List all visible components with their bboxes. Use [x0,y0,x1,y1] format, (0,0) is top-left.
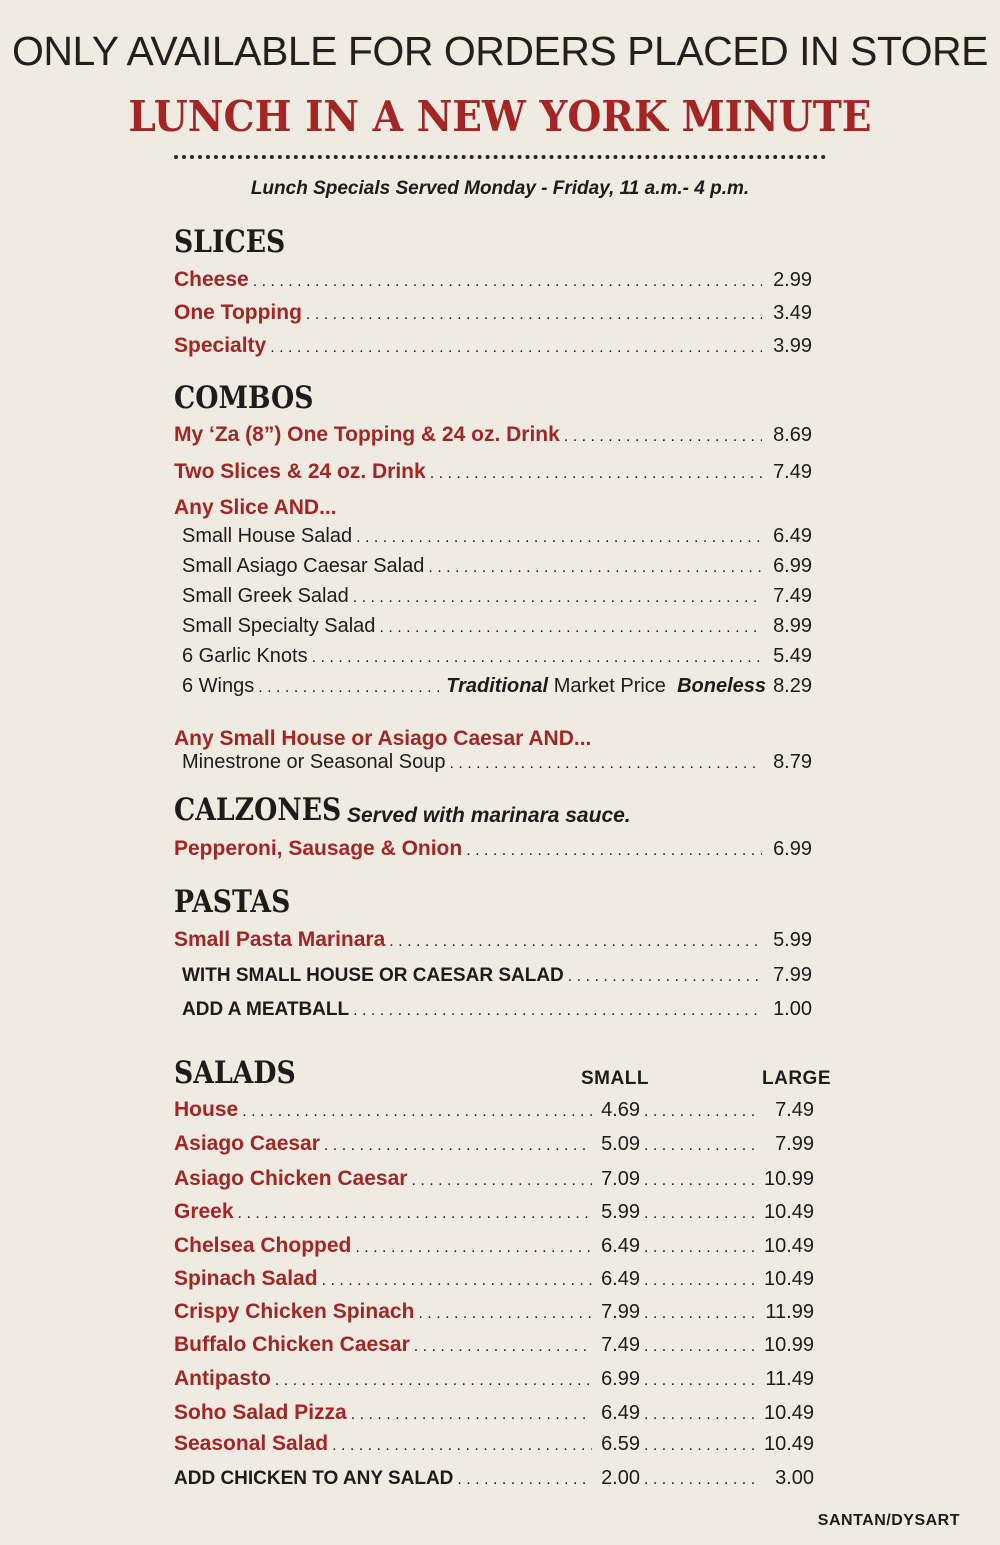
salad-name: Crispy Chicken Spinach [174,1300,415,1323]
salad-row [174,1333,814,1363]
leader-dots [466,842,762,860]
leader-dots [324,1137,592,1155]
item-name: Small House Salad [182,525,353,547]
leader-dots [258,679,442,697]
item-name: Small Asiago Caesar Salad [182,555,425,577]
item-name: Specialty [174,334,267,357]
large-price: 10.49 [764,1433,815,1455]
salad-row [174,1300,814,1330]
salad-row [174,1098,814,1128]
small-column-header: SMALL [581,1068,649,1089]
leader-dots [411,1172,592,1190]
item-price: 8.79 [773,751,812,773]
item-name: My ‘Za (8”) One Topping & 24 oz. Drink [174,423,560,446]
leader-dots [430,465,762,483]
leader-dots [644,1372,760,1390]
leader-dots [564,428,762,446]
leader-dots [644,1239,760,1257]
small-price: 6.49 [601,1402,640,1424]
title-divider [174,155,826,159]
leader-dots [644,1137,760,1155]
addon-price: 1.00 [773,998,812,1020]
leader-dots [270,339,762,357]
add-chicken-label: ADD CHICKEN TO ANY SALAD [174,1468,454,1489]
salad-row [174,1167,814,1197]
menu-item [182,555,812,585]
item-price: 6.99 [773,838,812,860]
small-price: 5.09 [601,1133,640,1155]
salad-row [174,1367,814,1397]
item-price: 8.99 [773,615,812,637]
salad-name: Spinach Salad [174,1267,318,1290]
small-price: 6.49 [601,1268,640,1290]
salad-row [174,1267,814,1297]
leader-dots [353,589,762,607]
large-price: 10.49 [764,1235,815,1257]
salad-name: House [174,1098,239,1121]
section-pastas-heading: PASTAS [174,884,291,920]
leader-dots [332,1437,592,1455]
leader-dots [457,1471,592,1489]
leader-dots [312,649,762,667]
menu-item [174,301,812,331]
large-price: 10.49 [764,1268,815,1290]
wings-traditional [446,675,766,698]
salad-row [174,1401,814,1431]
large-price: 11.99 [765,1301,814,1323]
salad-name: Buffalo Chicken Caesar [174,1333,410,1356]
menu-item [182,585,812,615]
salad-name: Seasonal Salad [174,1432,329,1455]
menu-item [174,423,812,453]
large-price: 10.99 [764,1168,815,1190]
any-slice-subheading: Any Slice AND... [174,496,337,519]
leader-dots [644,1406,760,1424]
leader-dots [418,1305,592,1323]
item-name: Minestrone or Seasonal Soup [182,751,446,773]
leader-dots [644,1305,760,1323]
leader-dots [428,559,762,577]
traditional-label: Traditional [446,675,549,697]
item-price: 6.49 [773,525,812,547]
small-price: 6.59 [601,1433,640,1455]
item-price: 5.99 [773,929,812,951]
leader-dots [414,1338,592,1356]
leader-dots [389,933,762,951]
in-store-only-banner: ONLY AVAILABLE FOR ORDERS PLACED IN STORE [12,28,988,74]
menu-item [182,615,812,645]
item-name: 6 Garlic Knots [182,645,308,667]
wings-item [182,675,812,705]
any-salad-subheading: Any Small House or Asiago Caesar AND... [174,727,592,750]
salad-name: Antipasto [174,1367,271,1390]
menu-item [174,268,812,298]
item-name: 6 Wings [182,675,255,697]
leader-dots [644,1103,760,1121]
leader-dots [275,1372,592,1390]
leader-dots [644,1272,760,1290]
large-price: 3.00 [775,1467,814,1489]
leader-dots [253,273,762,291]
small-price: 4.69 [601,1099,640,1121]
menu-item [174,460,812,490]
pasta-addon [182,964,812,994]
item-name: One Topping [174,301,302,324]
item-price: 2.99 [773,269,812,291]
location-label: SANTAN/DYSART [817,1512,960,1529]
calzones-note: Served with marinara sauce. [347,804,631,827]
small-price: 7.49 [601,1334,640,1356]
leader-dots [644,1338,760,1356]
item-name: Small Pasta Marinara [174,928,386,951]
section-combos-heading: COMBOS [174,380,314,416]
small-price: 2.00 [601,1467,640,1489]
large-price: 10.49 [764,1402,815,1424]
menu-item [182,751,812,781]
item-price: 5.49 [773,645,812,667]
item-name: Small Greek Salad [182,585,349,607]
section-slices-heading: SLICES [174,224,286,260]
item-price: 3.49 [773,302,812,324]
large-price: 10.49 [764,1201,815,1223]
leader-dots [353,1002,762,1020]
item-price: 7.49 [773,461,812,483]
item-price: 6.99 [773,555,812,577]
item-name: Pepperoni, Sausage & Onion [174,837,463,860]
menu-item [174,837,812,867]
small-price: 6.49 [601,1235,640,1257]
salad-name: Chelsea Chopped [174,1234,352,1257]
menu-item [174,928,812,958]
boneless-label: Boneless [677,675,766,697]
small-price: 6.99 [601,1368,640,1390]
leader-dots [568,968,762,986]
leader-dots [644,1172,760,1190]
add-chicken-row [174,1467,814,1497]
salad-name: Greek [174,1200,234,1223]
leader-dots [355,1239,592,1257]
small-price: 5.99 [601,1201,640,1223]
item-name: Two Slices & 24 oz. Drink [174,460,426,483]
large-price: 11.49 [765,1368,814,1390]
item-name: Cheese [174,268,249,291]
salad-row [174,1200,814,1230]
addon-price: 7.99 [773,964,812,986]
leader-dots [306,306,762,324]
leader-dots [644,1471,760,1489]
large-column-header: LARGE [762,1068,831,1089]
salad-row [174,1234,814,1264]
large-price: 7.49 [775,1099,814,1121]
traditional-price: Market Price [553,675,666,697]
leader-dots [379,619,762,637]
large-price: 7.99 [775,1133,814,1155]
menu-title: LUNCH IN A NEW YORK MINUTE [128,92,872,141]
section-salads-heading: SALADS [174,1055,296,1091]
large-price: 10.99 [764,1334,815,1356]
leader-dots [322,1272,592,1290]
salad-row [174,1132,814,1162]
item-price: 8.69 [773,424,812,446]
leader-dots [450,755,763,773]
lunch-hours: Lunch Specials Served Monday - Friday, 11 a.m.- 4 p.m. [250,178,750,199]
section-calzones-heading: CALZONES [174,792,342,828]
menu-item [182,645,812,675]
leader-dots [644,1437,760,1455]
item-price: 7.49 [773,585,812,607]
boneless-price: 8.29 [773,675,812,697]
small-price: 7.09 [601,1168,640,1190]
item-name: Small Specialty Salad [182,615,376,637]
salad-name: Asiago Chicken Caesar [174,1167,408,1190]
leader-dots [644,1205,760,1223]
addon-name: WITH SMALL HOUSE OR CAESAR SALAD [182,965,564,986]
leader-dots [238,1205,592,1223]
item-price: 3.99 [773,335,812,357]
menu-item [174,334,812,364]
salad-name: Asiago Caesar [174,1132,320,1155]
addon-name: ADD A MEATBALL [182,999,350,1020]
salad-row [174,1432,814,1462]
leader-dots [356,529,762,547]
salad-name: Soho Salad Pizza [174,1401,347,1424]
leader-dots [351,1406,592,1424]
small-price: 7.99 [601,1301,640,1323]
menu-item [182,525,812,555]
leader-dots [242,1103,592,1121]
pasta-addon [182,998,812,1028]
